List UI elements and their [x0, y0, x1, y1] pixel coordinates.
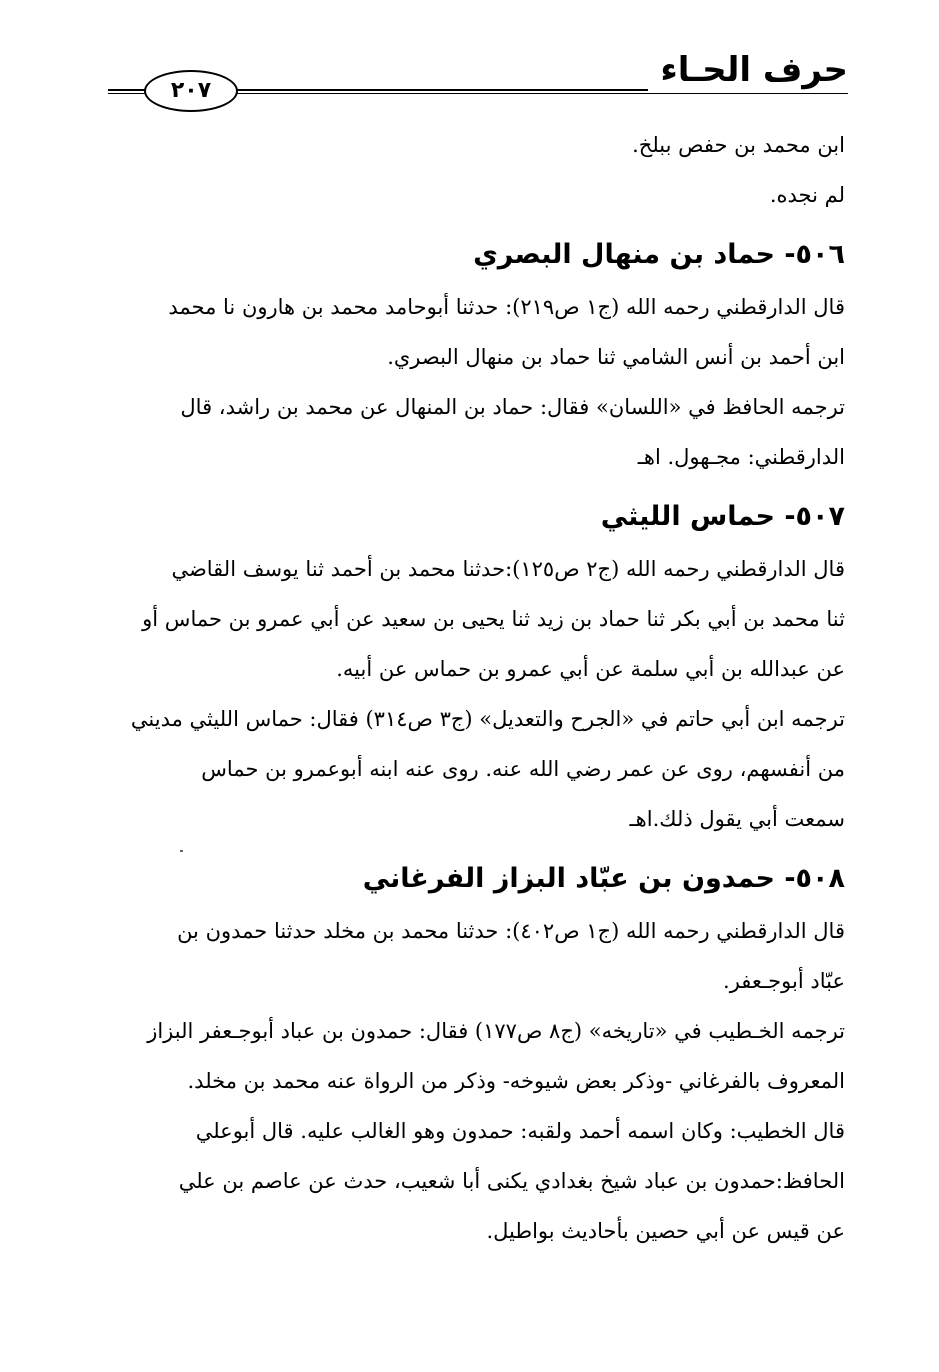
page-header — [108, 48, 848, 108]
text-line: ترجمه الخـطيب في «تاريخه» (ج٨ ص١٧٧) فقال: حمدون بن عباد أبوجـعفر البزاز — [147, 1019, 845, 1043]
text-line: عن عبدالله بن أبي سلمة عن أبي عمرو بن حماس عن أبيه. — [336, 657, 845, 681]
text-line: ابن محمد بن حفص ببلخ. — [632, 133, 845, 157]
scan-speck — [180, 850, 183, 852]
text-line: الحافظ:حمدون بن عباد شيخ بغدادي يكنى أبا شعيب، حدث عن عاصم بن علي — [178, 1169, 845, 1193]
text-line: سمعت أبي يقول ذلك.اهـ — [629, 807, 845, 831]
text-line: ترجمه الحافظ في «اللسان» فقال: حماد بن المنهال عن محمد بن راشد، قال — [180, 395, 845, 419]
entry-heading-506: ٥٠٦- حماد بن منهال البصري — [473, 239, 845, 270]
text-line: ترجمه ابن أبي حاتم في «الجرح والتعديل» (ج٣ ص٣١٤) فقال: حماس الليثي مديني — [130, 707, 845, 731]
chapter-title: حرف الحـاء — [648, 48, 848, 92]
text-line: عن قيس عن أبي حصين بأحاديث بواطيل. — [486, 1219, 845, 1243]
text-line: المعروف بالفرغاني -وذكر بعض شيوخه- وذكر من الرواة عنه محمد بن مخلد. — [187, 1069, 845, 1093]
text-line: قال الدارقطني رحمه الله (ج١ ص٤٠٢): حدثنا محمد بن مخلد حدثنا حمدون بن — [177, 919, 845, 943]
text-line: قال الدارقطني رحمه الله (ج١ ص٢١٩): حدثنا أبوحامد محمد بن هارون نا محمد — [168, 295, 845, 319]
text-line: ابن أحمد بن أنس الشامي ثنا حماد بن منهال البصري. — [387, 345, 845, 369]
page-content — [100, 120, 845, 1256]
entry-heading-507: ٥٠٧- حماس الليثي — [600, 501, 845, 532]
text-line: الدارقطني: مجـهول. اهـ — [637, 445, 845, 469]
entry-heading-508: ٥٠٨- حمدون بن عبّاد البزاز الفرغاني — [362, 863, 845, 894]
text-line: قال الدارقطني رحمه الله (ج٢ ص١٢٥):حدثنا محمد بن أحمد ثنا يوسف القاضي — [171, 557, 845, 581]
text-line: قال الخطيب: وكان اسمه أحمد ولقبه: حمدون وهو الغالب عليه. قال أبوعلي — [195, 1119, 845, 1143]
text-line: لم نجده. — [769, 183, 845, 207]
text-line: من أنفسهم، روى عن عمر رضي الله عنه. روى عنه ابنه أبوعمرو بن حماس — [201, 757, 845, 781]
page-number: ٢٠٧ — [144, 70, 238, 112]
text-line: عبّاد أبوجـعفر. — [723, 969, 845, 993]
text-line: ثنا محمد بن أبي بكر ثنا حماد بن زيد ثنا يحيى بن سعيد عن أبي عمرو بن حماس أو — [142, 607, 845, 631]
